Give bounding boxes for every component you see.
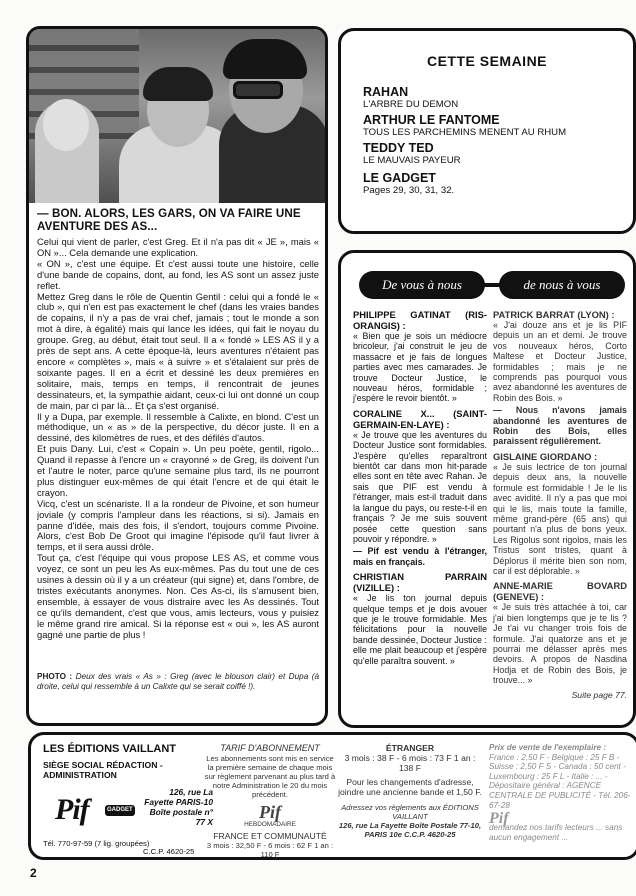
- hebdomadaire-label: HEBDOMADAIRE: [244, 821, 296, 828]
- article-panel: [26, 26, 328, 726]
- publisher-phone: Tél. 770-97-59 (7 lig. groupées): [43, 839, 150, 848]
- semaine-item-name: ARTHUR LE FANTOME: [363, 113, 500, 127]
- letter-answer: — Pif est vendu à l'étranger, mais en français.: [353, 546, 487, 567]
- letters-column-right: [493, 305, 627, 700]
- tarif-block: [203, 743, 337, 859]
- letter-author: PATRICK BARRAT (LYON) :: [493, 309, 615, 320]
- etranger-text: Pour les changements d'adresse, joindre une ancienne bande et 1,50 F.: [338, 777, 482, 797]
- prix-text: France : 2,50 F - Belgique : 25 F B - Suisse : 2,50 F S - Canada : 50 cent - Luxembourg : 25 F L - Italie : ... - Dépositaire général : AGENCE CENTRALE DE PUBLICITÉ - Tél. 206-67-28: [489, 752, 631, 810]
- etranger-block: [337, 743, 483, 839]
- france-prices: 3 mois : 32,50 F - 6 mois : 62 F 1 an : 110 F: [206, 841, 334, 859]
- letter-text: « J'ai douze ans et je lis PIF depuis un an et demi. Je trouve vos nouveaux héros, Corto Maltese et Docteur Justice, formidables ; mais je ne comprends pas pourquoi vous avez abandonné les aventures de Robin des Bois. »: [493, 320, 627, 403]
- caption-text: Deux des vrais « As » : Greg (avec le blouson clair) et Dupa (à droite, celui qui ressemble à un Calixte qui se serait coiffé !).: [37, 672, 319, 691]
- letter-text: « Je trouve que les aventures du Docteur Justice sont formidables. J'espère qu'elles reparaîtront bientôt car dans mon hit-parade elles sont en tête avec Rahan. Je sais que PIF est vendu à l'étranger, mais est-il traduit dans la langue du pays, ou reste-t-il en français ? Je me suis souvent posée cette question sans pouvoir y répondre. »: [353, 429, 487, 544]
- semaine-item-name: TEDDY TED: [363, 141, 434, 155]
- semaine-item: [363, 171, 629, 196]
- article-paragraph: Tout ça, c'est l'équipe qui vous propose LES AS, et comme vous voyez, ce sont un peu les As eux-mêmes. Pas du tout une de ces usines à dessin où il y a un créateur (qui signe) et, dans l'ombre, de tristes exécutants anonymes. Non. Ces As-ci, ils s'amusent bien, ensemble, à essayer de vous distraire avec les As dessinés. Tout ce qu'ils demandent, c'est que vous, amis lecteurs, vous y puisiez le même grand rire amical. Si la réponse est « oui », les AS auront gagné une partie de plus !: [37, 552, 319, 640]
- semaine-item-name: RAHAN: [363, 85, 409, 99]
- caption-label: PHOTO :: [37, 672, 73, 681]
- cette-semaine-panel: [338, 28, 636, 234]
- courrier-banner: [359, 271, 625, 299]
- letter-author: GISLAINE GIORDANO :: [493, 450, 598, 462]
- letter-text: « Je lis ton journal depuis quelque temps et je dois avouer que je le trouve formidable. Mes félicitations pour la nouvelle bande dessinée, Docteur Justice : elle me plait beaucoup et j'espère qu'elle paraîtra souvent. »: [353, 593, 487, 666]
- letter-text: « Bien que je sois un médiocre bricoleur, j'ai construit le jeu de massacre et je fais de longues parties avec mes camarades. Je trouve Docteur Justice, le nouveau héros, formidable ; j'espère le revoir bientôt. »: [353, 331, 487, 404]
- article-headline: — BON. ALORS, LES GARS, ON VA FAIRE UNE AVENTURE DES AS...: [37, 207, 301, 233]
- letter-author: CORALINE X... (SAINT-GERMAIN-EN-LAYE) :: [353, 407, 487, 430]
- semaine-item: [363, 85, 629, 110]
- pif-logo-text: Pif: [55, 793, 89, 826]
- letter-author: ANNE-MARIE BOVARD (GENEVE) :: [493, 580, 627, 603]
- article-paragraph: Celui qui vient de parler, c'est Greg. Et il n'a pas dit « JE », mais « ON »... Cela demande une explication.: [37, 237, 319, 258]
- pif-logo-faded: Pif: [489, 810, 509, 828]
- photo-caption: [37, 672, 319, 692]
- semaine-item: [363, 113, 629, 138]
- letter-author: PHILIPPE GATINAT (RIS-ORANGIS) :: [353, 309, 487, 331]
- pif-logo-small: Pif: [259, 802, 281, 822]
- semaine-item-sub: TOUS LES PARCHEMINS MENENT AU RHUM: [363, 127, 567, 138]
- publisher-siege: SIÈGE SOCIAL RÉDACTION - ADMINISTRATION: [43, 760, 163, 780]
- pif-logo: [55, 795, 135, 825]
- prix-block: [489, 743, 633, 842]
- article-photo: [29, 29, 325, 203]
- article-paragraph: Mettez Greg dans le rôle de Quentin Gentil : celui qui a fondé le « club », qui n'en est pas exactement le chef (dans les vraies bandes de copains, il n'y a pas de vrai chef, jamais ; tout le monde a son mot à dire, à égalité) mais qui lance les idées, qui fait le noyau du groupe. Greg, au début, était tout seul. Il a « fondé » LES AS il y a près de sept ans. A cette époque-là, leurs aventures n'étaient pas encore « complètes », mais « à suivre » et s'étalaient sur près de soixante pages. Il en a écrit et dessiné les deux premières en solitaire, mais, temps en temps, il rencontrait de jeunes dessinateurs, et, la sympathie aidant, ceux-ci lui ont donné un coup de main, par ci par là... Et ça s'est organisé.: [37, 290, 319, 411]
- letter-text: « Je suis lectrice de ton journal depuis deux ans, la nouvelle formule est formidable ! Je le lis avec avidité. Il n'y a pas que moi qui le lis, mais toute la famille, même grand-père (65 ans) qui pourtant n'a plus de bons yeux. Les Rigolus sont rigolos, mais les Tristus sont tristes, quant à Déplorus il mérite bien son nom, car il est déplorable. »: [493, 461, 627, 576]
- publisher-ccp: C.C.P. 4620-25: [143, 847, 195, 856]
- article-paragraph: Vicq, c'est un scénariste. Il a la rondeur de Pivoine, et son humeur joviale (y compris l'ampleur dans les réactions, si si). Jamais en panne d'idée, mais des fois, il s'endort, toujours comme Pivoine. Alors, c'est Bob De Groot qui imagine l'épisode qu'il faut livrer à temps, et il sera aussi drôle.: [37, 497, 319, 553]
- publisher-block: [43, 743, 213, 856]
- courrier-panel: [338, 250, 636, 728]
- semaine-title: CETTE SEMAINE: [426, 53, 548, 69]
- semaine-item-sub: Pages 29, 30, 31, 32.: [363, 185, 455, 196]
- semaine-item-name: LE GADGET: [363, 171, 436, 185]
- page-number: 2: [30, 866, 37, 880]
- letter-answer: — Nous n'avons jamais abandonné les aventures de Robin des Bois, elles paraissent régulièrement.: [493, 405, 627, 447]
- publisher-panel: [28, 732, 636, 860]
- continued-note: Suite page 77.: [571, 689, 627, 700]
- gadget-badge: GADGET: [105, 805, 135, 816]
- semaine-item-sub: L'ARBRE DU DEMON: [363, 99, 459, 110]
- reglements-text: Adressez vos règlements aux ÉDITIONS VAILLANT: [341, 803, 479, 821]
- semaine-item-sub: LE MAUVAIS PAYEUR: [363, 155, 461, 166]
- etranger-prices: 3 mois : 38 F - 6 mois : 73 F 1 an : 138 F: [344, 753, 476, 773]
- banner-left: De vous à nous: [359, 271, 485, 299]
- etranger-title: ÉTRANGER: [385, 743, 435, 753]
- letter-text: « Je suis très attachée à toi, car j'ai bien longtemps que je te lis ? Je t'ai vu changer trois fois de formule. J'ai quatorze ans et je pourrai me délasser après mes devoirs. A propos de Nasdina Hodja et de Robin des Bois, je trouve... »: [493, 602, 627, 686]
- article-paragraph: Et puis Dany. Lui, c'est « Copain ». Un peu poète, gentil, rigolo... Quand il repasse à l'encre un « crayonné » de Greg, ils doivent l'un et l'autre le noter, parce qu'une semaine plus tard, ils ne pourront plus distinguer eux-mêmes de qui était l'encre et de qui était le crayon.: [37, 443, 319, 498]
- tarif-text: Les abonnements sont mis en service la première semaine de chaque mois sur règlement parvenant au plus tard à notre Administration le 20 du mois précédent.: [204, 754, 336, 799]
- letters-column-left: [353, 305, 487, 668]
- tarif-title: TARIF D'ABONNEMENT: [220, 743, 320, 753]
- france-title: FRANCE ET COMMUNAUTÉ: [213, 831, 327, 841]
- publisher-name: LES ÉDITIONS VAILLANT: [43, 743, 177, 755]
- article-paragraph: Il y a Dupa, par exemple. Il ressemble à Calixte, en blond. C'est un méthodique, un « as » de la perspective, du décor juste. Il en a dessiné, des kilomètres de rues, et des défilés d'autos.: [37, 410, 319, 444]
- article-paragraph: « ON », c'est une équipe. Et c'est aussi toute une histoire, celle d'une bande de copains, dont, au fond, les AS sont un assez juste reflet.: [37, 257, 319, 291]
- semaine-item: [363, 141, 629, 166]
- banner-right: de nous à vous: [499, 271, 625, 299]
- prix-note: demandez nos tarifs lecteurs ... sans aucun engagement ...: [489, 823, 623, 842]
- reglements-address: 126, rue La Fayette Boîte Postale 77-10, PARIS 10e C.C.P. 4620-25: [338, 821, 482, 839]
- article-body: [37, 237, 319, 657]
- prix-title: Prix de vente de l'exemplaire :: [489, 743, 607, 752]
- letter-author: CHRISTIAN PARRAIN (VIZILLE) :: [353, 571, 487, 594]
- publisher-address: 126, rue La Fayette PARIS-10 Boîte postale n° 77 X: [144, 787, 213, 827]
